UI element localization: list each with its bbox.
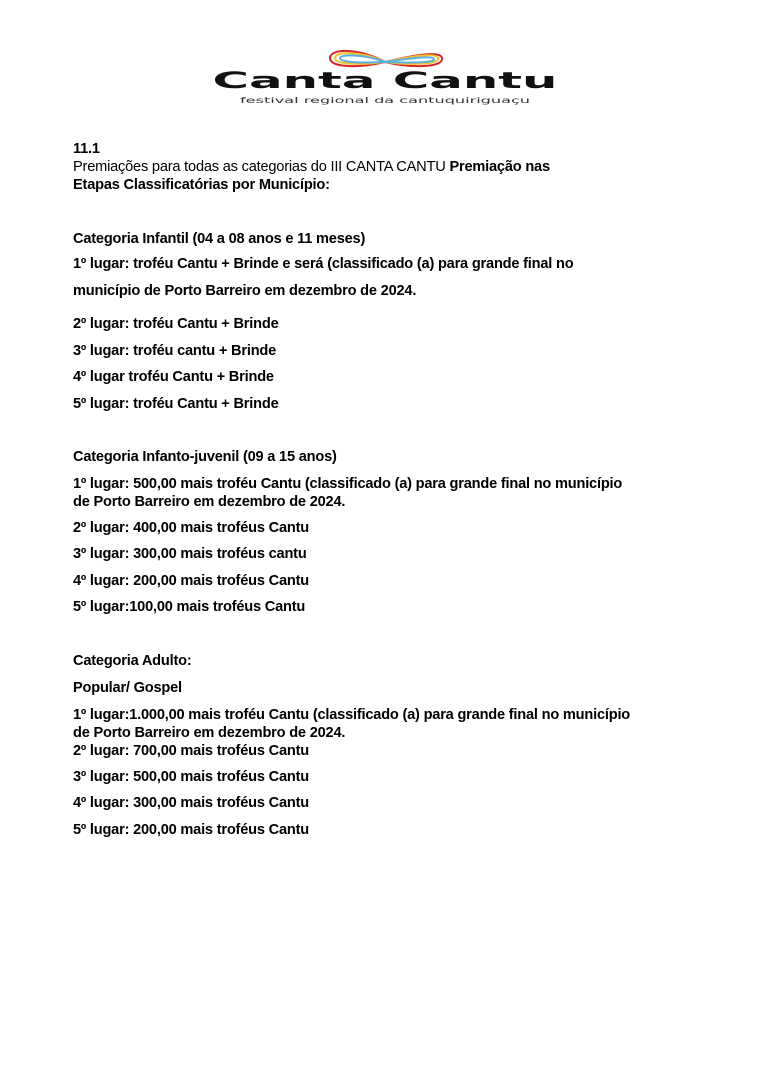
prize-first-cont: de Porto Barreiro em dezembro de 2024. <box>73 725 346 741</box>
prize-item: 3º lugar: 300,00 mais troféus cantu <box>73 546 307 562</box>
prize-first: 1º lugar: 500,00 mais troféu Cantu (classificado (a) para grande final no município <box>73 476 623 492</box>
prize-item: 3º lugar: 500,00 mais troféus Cantu <box>73 769 309 785</box>
prize-first: 1º lugar: troféu Cantu + Brinde e será (classificado (a) para grande final no <box>73 256 574 272</box>
prize-item: 5º lugar: troféu Cantu + Brinde <box>73 396 279 412</box>
prize-item: 5º lugar:100,00 mais troféus Cantu <box>73 599 306 615</box>
intro-normal: Premiações para todas as categorias do III CANTA CANTU <box>73 159 450 175</box>
intro-line-2: Etapas Classificatórias por Município: <box>73 177 330 193</box>
prize-item: 3º lugar: troféu cantu + Brinde <box>73 343 277 359</box>
canta-cantu-logo <box>210 46 560 106</box>
intro-line-1 <box>73 159 550 176</box>
category-title: Categoria Infantil (04 a 08 anos e 11 meses) <box>73 231 366 247</box>
prize-first-cont: de Porto Barreiro em dezembro de 2024. <box>73 494 346 510</box>
prize-item: 4º lugar: 300,00 mais troféus Cantu <box>73 795 309 811</box>
svg-text:Canta Cantu: Canta Cantu <box>212 69 558 94</box>
category-title: Categoria Infanto-juvenil (09 a 15 anos) <box>73 449 337 465</box>
svg-text:festival regional da cantuquir: festival regional da cantuquiriguaçu <box>240 96 530 105</box>
prize-first: 1º lugar:1.000,00 mais troféu Cantu (classificado (a) para grande final no município <box>73 707 631 723</box>
prize-item: 2º lugar: 400,00 mais troféus Cantu <box>73 520 309 536</box>
category-subtitle: Popular/ Gospel <box>73 680 182 696</box>
section-number: 11.1 <box>73 141 100 157</box>
prize-item: 4º lugar: 200,00 mais troféus Cantu <box>73 573 309 589</box>
prize-item: 4º lugar troféu Cantu + Brinde <box>73 369 274 385</box>
intro-bold: Premiação nas <box>449 159 550 175</box>
prize-item: 2º lugar: troféu Cantu + Brinde <box>73 316 279 332</box>
prize-item: 2º lugar: 700,00 mais troféus Cantu <box>73 743 309 759</box>
prize-item: 5º lugar: 200,00 mais troféus Cantu <box>73 822 309 838</box>
prize-first-cont: município de Porto Barreiro em dezembro de 2024. <box>73 283 417 299</box>
category-title: Categoria Adulto: <box>73 653 192 669</box>
